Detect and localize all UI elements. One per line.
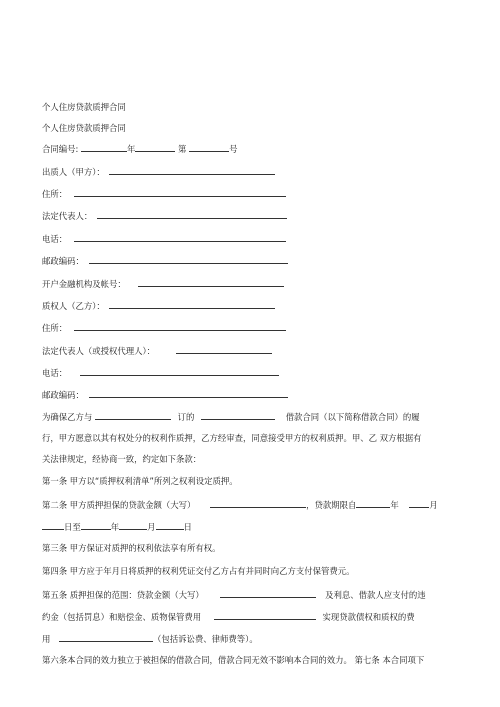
pledgee-blank — [109, 299, 275, 309]
address1-label: 住所： — [42, 189, 68, 199]
article-1: 第一条 甲方以“质押权利清单”所列之权利设定质押。 — [42, 476, 238, 486]
zip1-blank — [89, 254, 288, 264]
legal-rep1-label: 法定代表人： — [42, 211, 93, 221]
page-title: 个人住房贷款质押合同 — [42, 102, 126, 112]
article-5-text-a: 第五条 质押担保的范围：贷款金额（大写） — [42, 590, 204, 600]
article-4: 第四条 甲方应于年月日将质押的权利凭证交付乙方占有并同时向乙方支付保管费元。 — [42, 566, 355, 576]
pledgor-blank — [109, 165, 275, 175]
contract-year-label: 年 — [127, 144, 136, 154]
article-5-cost-blank — [59, 632, 153, 642]
zip2-blank — [89, 388, 288, 398]
contract-di-label: 第 — [178, 144, 187, 154]
article-5-line-1 — [42, 588, 426, 601]
phone2-label: 电话： — [42, 368, 68, 378]
phone2-blank — [80, 366, 279, 376]
intro-text-b: 订的 — [177, 412, 195, 422]
zip1-line — [42, 254, 288, 267]
legal-rep1-blank — [97, 209, 287, 219]
intro-line-2: 行，甲方愿意以其有权处分的权利作质押，乙方经审查，同意接受甲方的权利质押。甲、乙 双方根据有 — [42, 433, 422, 443]
article-5-text-e: 用 — [42, 634, 51, 644]
phone1-label: 电话： — [42, 234, 68, 244]
intro-blank-2 — [201, 410, 275, 420]
contract-number-label: 合同编号: — [42, 144, 79, 154]
address1-blank — [74, 187, 286, 197]
intro-text-a: 为确保乙方与 — [42, 412, 93, 422]
article-2-end-year-blank — [81, 520, 111, 530]
article-5-line-2 — [42, 610, 415, 623]
contract-number-line — [42, 142, 237, 155]
phone2-line — [42, 366, 279, 379]
legal-rep2-blank — [176, 344, 272, 354]
phone1-line — [42, 232, 286, 245]
address2-line — [42, 321, 286, 334]
article-5-text-c: 约金（包括罚息）和赔偿金、质物保管费用 — [42, 612, 202, 622]
article-2-year-label: 年 — [390, 500, 399, 510]
article-2-day-blank — [42, 520, 64, 530]
phone1-blank — [74, 232, 286, 242]
article-2-line-1 — [42, 498, 438, 511]
intro-line-3: 关法律规定，经协商一致，约定如下条款： — [42, 454, 202, 464]
article-5-text-d: 实现贷款债权和质权的费 — [322, 612, 415, 622]
article-2-text-b: ，贷款期限自 — [306, 500, 357, 510]
article-2-amount-blank — [210, 498, 306, 508]
zip2-line — [42, 388, 288, 401]
bank-account-label: 开户金融机构及帐号： — [42, 279, 126, 289]
bank-account-line — [42, 277, 284, 290]
article-2-year-blank — [356, 498, 390, 508]
zip2-label: 邮政编码： — [42, 390, 84, 400]
contract-number-blank — [81, 142, 127, 152]
article-5-fee-blank — [214, 610, 316, 620]
intro-text-c: 借款合同（以下简称借款合同）的履 — [285, 412, 420, 422]
pledgee-label: 质权人（乙方）： — [42, 301, 105, 311]
pledgor-label: 出质人（甲方）： — [42, 167, 105, 177]
intro-line-1 — [42, 410, 420, 423]
contract-seq-blank — [189, 142, 229, 152]
legal-rep1-line — [42, 209, 287, 222]
address2-label: 住所： — [42, 323, 68, 333]
article-5-line-3 — [42, 632, 258, 645]
bank-account-blank — [138, 277, 284, 287]
zip1-label: 邮政编码： — [42, 256, 84, 266]
article-3: 第三条 甲方保证对质押的权利依法享有所有权。 — [42, 543, 221, 553]
article-2-text-a: 第二条 甲方质押担保的贷款金额（大写） — [42, 500, 196, 510]
page-subtitle: 个人住房贷款质押合同 — [42, 123, 126, 133]
contract-hao-label: 号 — [229, 144, 238, 154]
article-2-end-month-blank — [119, 520, 147, 530]
address1-line — [42, 187, 286, 200]
article-2-month-label: 月 — [429, 500, 438, 510]
article-6: 第六条本合同的效力独立于被担保的借款合同，借款合同无效不影响本合同的效力。 第七条 本合同项下 — [42, 655, 425, 665]
intro-blank-1 — [95, 410, 171, 420]
article-2-month-blank — [409, 498, 429, 508]
legal-rep2-line — [42, 344, 272, 357]
article-2-end-day-blank — [156, 520, 184, 530]
pledgee-line — [42, 299, 275, 312]
article-2-line-2 — [42, 520, 192, 533]
article-2-end-day-label: 日 — [183, 522, 192, 532]
article-5-amount-blank — [220, 588, 316, 598]
address2-blank — [74, 321, 286, 331]
article-2-to-label: 日至 — [64, 522, 81, 532]
contract-year-blank — [135, 142, 175, 152]
article-2-end-year-label: 年 — [110, 522, 120, 532]
pledgor-line — [42, 165, 275, 178]
article-5-text-b: 及利息、借款人应支付的违 — [325, 590, 426, 600]
article-2-end-month-label: 月 — [147, 522, 156, 532]
article-5-text-f: （包括诉讼费、律师费等）。 — [153, 634, 258, 644]
legal-rep2-label: 法定代表人（或授权代理人）： — [42, 346, 156, 356]
